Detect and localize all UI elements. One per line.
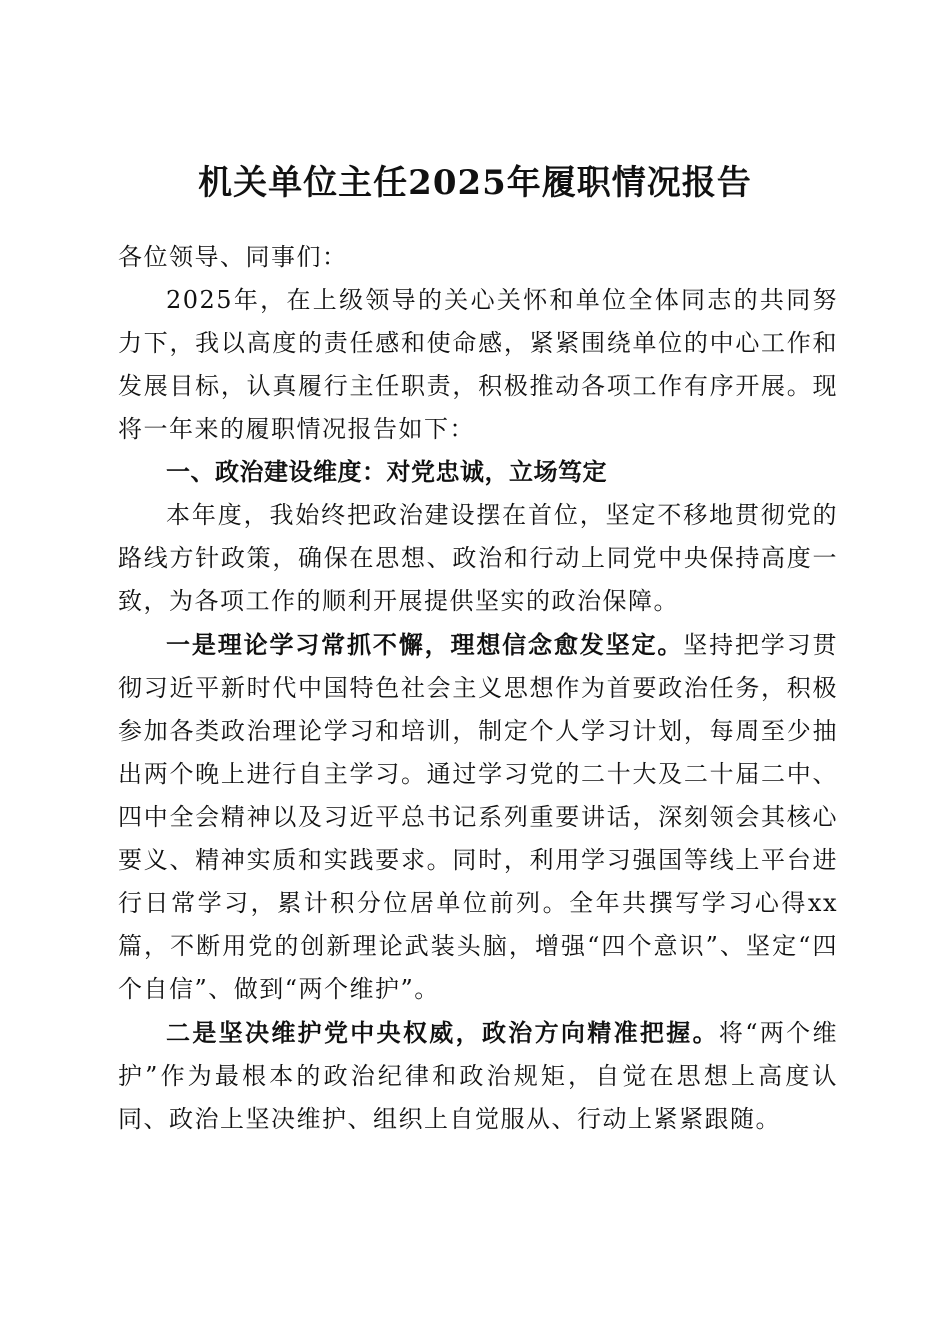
item-one-body: 坚持把学习贯彻习近平新时代中国特色社会主义思想作为首要政治任务，积极参加各类政治理论学习和培训，制定个人学习计划，每周至少抽出两个晚上进行自主学习。通过学习党的二十大及二十届二中、四中全会精神以及习近平总书记系列重要讲话，深刻领会其核心要义、精神实质和实践要求。同时，利用学习强国等线上平台进行日常学习，累计积分位居单位前列。全年共撰写学习心得xx篇，不断用党的创新理论武装头脑，增强“四个意识”、坚定“四个自信”、做到“两个维护”。 — [118, 631, 839, 1003]
salutation: 各位领导、同事们： — [118, 243, 348, 271]
intro-paragraph: 2025年，在上级领导的关心关怀和单位全体同志的共同努力下，我以高度的责任感和使命感，紧紧围绕单位的中心工作和发展目标，认真履行主任职责，积极推动各项工作有序开展。现将一年来的履职情况报告如下： — [118, 286, 838, 443]
document-title: 机关单位主任2025年履职情况报告 — [198, 162, 752, 203]
item-two-lead: 二是坚决维护党中央权威，政治方向精准把握。 — [166, 1018, 719, 1047]
item-one-paragraph — [118, 623, 838, 1011]
item-one-lead: 一是理论学习常抓不懈，理想信念愈发坚定。 — [166, 630, 684, 659]
item-two-body: 将“两个维护”作为最根本的政治纪律和政治规矩，自觉在思想上高度认同、政治上坚决维护、组织上自觉服从、行动上紧紧跟随。 — [118, 1019, 838, 1133]
section-heading: 一、政治建设维度：对党忠诚，立场笃定 — [166, 458, 607, 486]
section-summary-paragraph: 本年度，我始终把政治建设摆在首位，坚定不移地贯彻党的路线方针政策，确保在思想、政治和行动上同党中央保持高度一致，为各项工作的顺利开展提供坚实的政治保障。 — [118, 501, 838, 615]
item-two-paragraph — [118, 1011, 838, 1141]
document-body — [118, 236, 838, 1141]
